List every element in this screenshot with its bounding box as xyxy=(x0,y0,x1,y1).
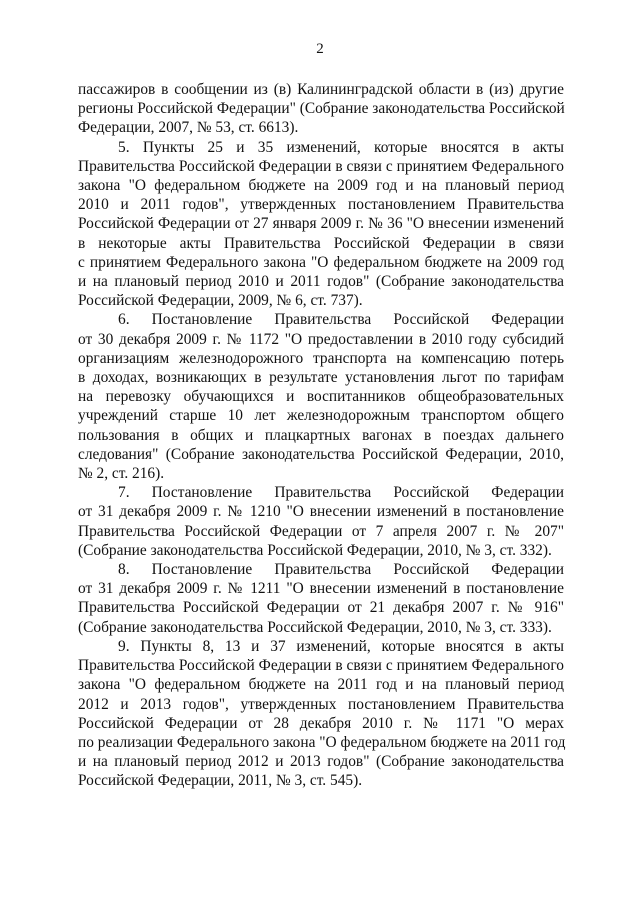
text-line: Российской Федерации, 2009, № 6, ст. 737). xyxy=(78,292,363,310)
text-line: по реализации Федерального закона "О федеральном бюджете на 2011 год xyxy=(78,733,566,751)
text-line: 7. Постановление Правительства Российской Федерации xyxy=(118,484,564,502)
text-line: Правительства Российской Федерации в связи с принятием Федерального xyxy=(78,657,564,675)
text-line: Правительства Российской Федерации в связи с принятием Федерального xyxy=(78,157,564,175)
text-line: Правительства Российской Федерации от 21 декабря 2007 г. № 916" xyxy=(78,599,564,617)
text-line: Правительства Российской Федерации от 7 апреля 2007 г. № 207" xyxy=(78,522,564,540)
paragraph-item-7 xyxy=(78,483,564,560)
paragraph-item-8 xyxy=(78,560,564,637)
text-line: от 30 декабря 2009 г. № 1172 "О предоставлении в 2010 году субсидий xyxy=(78,330,564,348)
text-line: (Собрание законодательства Российской Федерации, 2010, № 3, ст. 333). xyxy=(78,618,552,636)
text-line: 2012 и 2013 годов", утвержденных постановлением Правительства xyxy=(78,695,564,713)
text-line: организациям железнодорожного транспорта на компенсацию потерь xyxy=(78,349,564,367)
paragraph-item-9 xyxy=(78,637,564,791)
text-line: закона "О федеральном бюджете на 2011 год и на плановый период xyxy=(78,676,564,694)
text-line: 6. Постановление Правительства Российской Федерации xyxy=(118,311,564,329)
text-line: и на плановый период 2012 и 2013 годов" (Собрание законодательства xyxy=(78,753,564,771)
text-line: следования" (Собрание законодательства Российской Федерации, 2010, xyxy=(78,445,564,463)
text-line: пользования в общих и плацкартных вагонах в поездах дальнего xyxy=(78,426,564,444)
text-line: на перевозку обучающихся и воспитанников общеобразовательных xyxy=(78,388,564,406)
paragraph-continuation xyxy=(78,80,564,138)
document-body xyxy=(78,80,564,791)
text-line: и на плановый период 2010 и 2011 годов" (Собрание законодательства xyxy=(78,273,564,291)
text-line: 9. Пункты 8, 13 и 37 изменений, которые вносятся в акты xyxy=(118,637,564,655)
text-line: в некоторые акты Правительства Российской Федерации в связи xyxy=(78,234,564,252)
text-line: от 31 декабря 2009 г. № 1211 "О внесении изменений в постановление xyxy=(78,580,564,598)
text-line: 2010 и 2011 годов", утвержденных постановлением Правительства xyxy=(78,196,564,214)
text-line: от 31 декабря 2009 г. № 1210 "О внесении изменений в постановление xyxy=(78,503,564,521)
text-line: в доходах, возникающих в результате установления льгот по тарифам xyxy=(78,369,564,387)
text-line: регионы Российской Федерации" (Собрание законодательства Российской xyxy=(78,100,565,118)
text-line: Российской Федерации, 2011, № 3, ст. 545). xyxy=(78,772,363,790)
text-line: Федерации, 2007, № 53, ст. 6613). xyxy=(78,119,299,137)
text-line: (Собрание законодательства Российской Федерации, 2010, № 3, ст. 332). xyxy=(78,541,552,559)
text-line: с принятием Федерального закона "О федеральном бюджете на 2009 год xyxy=(78,253,564,271)
paragraph-item-6 xyxy=(78,310,564,483)
text-line: учреждений старше 10 лет железнодорожным транспортом общего xyxy=(78,407,564,425)
page-number: 2 xyxy=(316,41,324,57)
text-line: Российской Федерации от 27 января 2009 г. № 36 "О внесении изменений xyxy=(78,215,564,233)
text-line: Российской Федерации от 28 декабря 2010 г. № 1171 "О мерах xyxy=(78,714,564,732)
text-line: 8. Постановление Правительства Российской Федерации xyxy=(118,561,564,579)
text-line: № 2, ст. 216). xyxy=(78,465,165,483)
text-line: пассажиров в сообщении из (в) Калининградской области в (из) другие xyxy=(78,81,564,98)
paragraph-item-5 xyxy=(78,138,564,311)
text-line: закона "О федеральном бюджете на 2009 год и на плановый период xyxy=(78,177,564,195)
text-line: 5. Пункты 25 и 35 изменений, которые вносятся в акты xyxy=(118,138,564,156)
